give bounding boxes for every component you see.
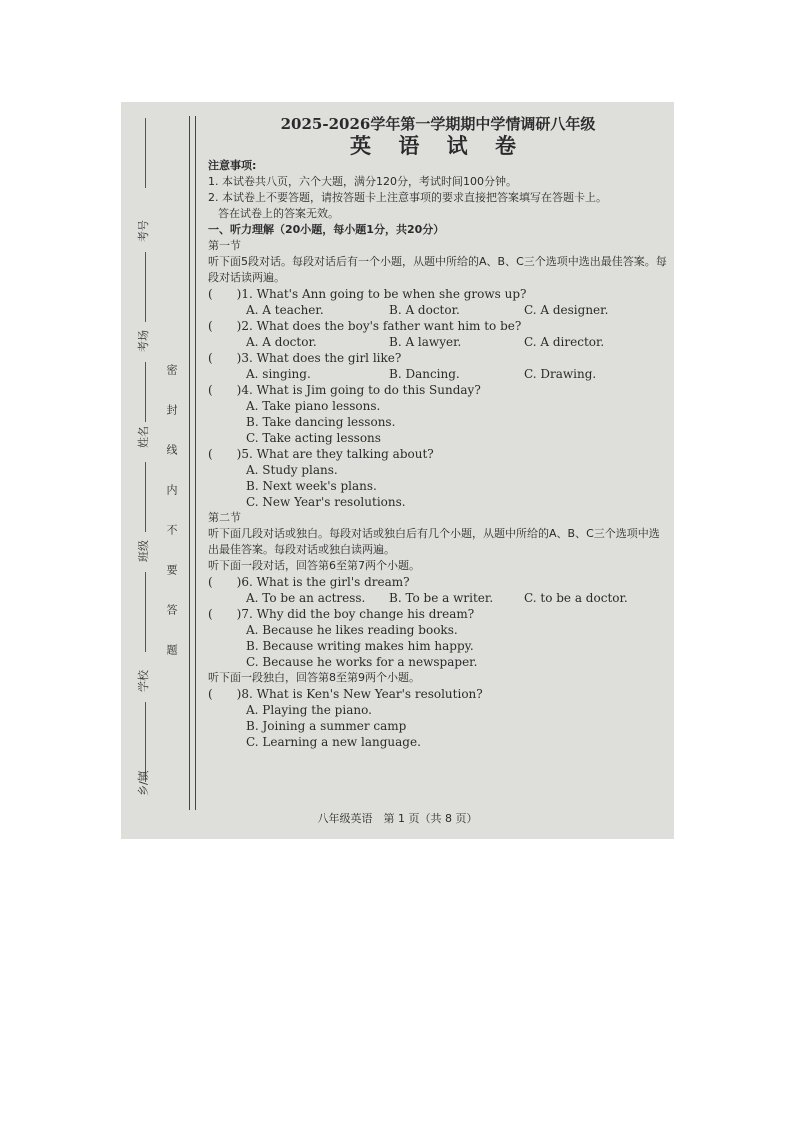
- binding-line-exam-no: [145, 118, 146, 188]
- note-item: 答在试卷上的答案无效。: [218, 207, 339, 220]
- section2-title: 第二节: [208, 511, 241, 524]
- option: A. A teacher.: [246, 303, 324, 317]
- option: C. Learning a new language.: [246, 735, 421, 749]
- question-stem: ( )1. What's Ann going to be when she grows up?: [208, 287, 527, 301]
- option: A. Because he likes reading books.: [246, 623, 458, 637]
- note-item: 1. 本试卷共八页，六个大题，满分120分，考试时间100分钟。: [208, 175, 517, 188]
- side-label-class: 班级: [137, 540, 150, 562]
- option: C. Take acting lessons: [246, 431, 381, 445]
- question-options: [208, 334, 668, 350]
- option: A. A doctor.: [246, 335, 317, 349]
- side-label-school: 学校: [137, 670, 150, 692]
- question-options: [208, 590, 668, 606]
- question-stem: ( )2. What does the boy's father want him to be?: [208, 319, 522, 333]
- option: A. singing.: [246, 367, 311, 381]
- option: B. Because writing makes him happy.: [246, 639, 474, 653]
- question-stem: ( )7. Why did the boy change his dream?: [208, 607, 475, 621]
- binding-border-right: [195, 116, 196, 810]
- question-options: [208, 366, 668, 382]
- notes-heading: 注意事项:: [208, 159, 257, 172]
- option: B. A lawyer.: [389, 335, 462, 349]
- question-stem: ( )3. What does the girl like?: [208, 351, 402, 365]
- exam-content: [208, 112, 668, 750]
- option: B. Take dancing lessons.: [246, 415, 396, 429]
- option: C. Because he works for a newspaper.: [246, 655, 478, 669]
- page-footer: 八年级英语 第 1 页（共 8 页）: [317, 812, 478, 825]
- option: B. Joining a summer camp: [246, 719, 407, 733]
- monologue-intro: 听下面一段独白，回答第8至第9两个小题。: [208, 671, 420, 684]
- side-label-exam-room: 考场: [137, 330, 150, 352]
- section1-instruction: 听下面5段对话。每段对话后有一个小题，从题中所给的A、B、C三个选项中选出最佳答案。每段对话读两遍。: [208, 255, 667, 284]
- exam-title: 2025-2026学年第一学期期中学情调研八年级: [280, 115, 596, 133]
- question-stem: ( )6. What is the girl's dream?: [208, 575, 410, 589]
- option: C. A director.: [524, 335, 605, 349]
- dialogue-intro: 听下面一段对话，回答第6至第7两个小题。: [208, 559, 420, 572]
- option: B. A doctor.: [389, 303, 460, 317]
- option: C. A designer.: [524, 303, 609, 317]
- side-label-exam-no: 考号: [137, 220, 150, 242]
- exam-paper-photo: [121, 102, 674, 839]
- option: A. To be an actress.: [246, 591, 366, 605]
- question-stem: ( )8. What is Ken's New Year's resolution?: [208, 687, 483, 701]
- side-label-name: 姓名: [137, 426, 150, 448]
- binding-line-class: [145, 462, 146, 532]
- option: A. Study plans.: [246, 463, 338, 477]
- option: A. Take piano lessons.: [246, 399, 381, 413]
- binding-line-name: [145, 362, 146, 422]
- exam-subtitle: 英 语 试 卷: [350, 133, 526, 158]
- question-stem: ( )5. What are they talking about?: [208, 447, 434, 461]
- option: C. New Year's resolutions.: [246, 495, 406, 509]
- option: B. Dancing.: [389, 367, 460, 381]
- section2-instruction: 听下面几段对话或独白。每段对话或独白后有几个小题，从题中所给的A、B、C三个选项中选出最佳答案。每段对话或独白读两遍。: [208, 527, 660, 556]
- binding-line-exam-room: [145, 252, 146, 322]
- note-item: 2. 本试卷上不要答题，请按答题卡上注意事项的要求直接把答案填写在答题卡上。: [208, 191, 607, 204]
- option: A. Playing the piano.: [246, 703, 372, 717]
- option: C. Drawing.: [524, 367, 597, 381]
- binding-border-left: [189, 116, 190, 810]
- seal-line-warning: 密 封 线 内 不 要 答 题: [165, 364, 178, 663]
- option: B. Next week's plans.: [246, 479, 377, 493]
- binding-line-school: [145, 572, 146, 652]
- section1-title: 第一节: [208, 239, 241, 252]
- question-stem: ( )4. What is Jim going to do this Sunday?: [208, 383, 481, 397]
- side-label-town: 乡/镇: [137, 770, 150, 796]
- question-options: [208, 302, 668, 318]
- option: C. to be a doctor.: [524, 591, 628, 605]
- part1-heading: 一、听力理解（20小题，每小题1分，共20分）: [208, 223, 445, 236]
- option: B. To be a writer.: [389, 591, 494, 605]
